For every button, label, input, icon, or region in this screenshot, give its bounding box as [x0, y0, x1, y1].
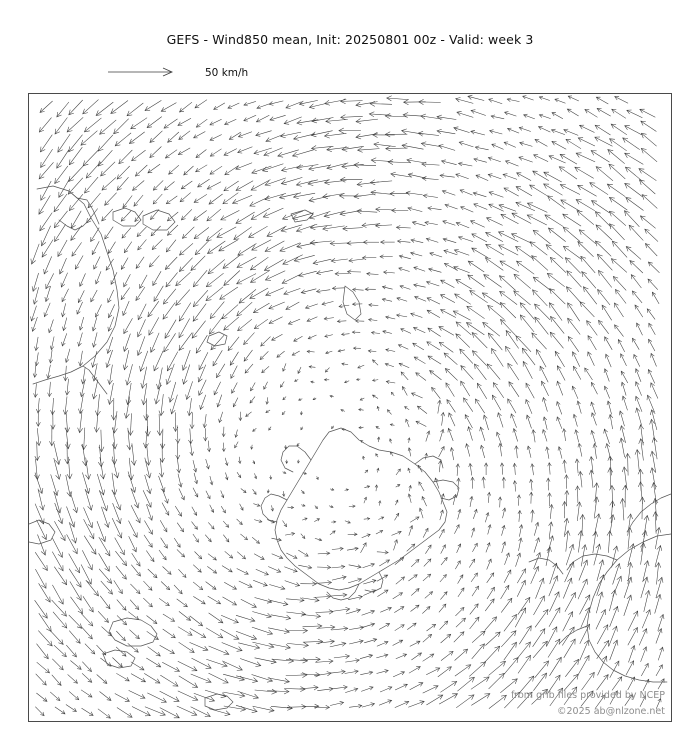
source-annotation: from grib files provided by NCEP	[510, 690, 665, 701]
chart-title: GEFS - Wind850 mean, Init: 20250801 00z - Valid: week 3	[166, 32, 534, 47]
map-plot-area[interactable]	[28, 93, 672, 722]
credit-annotation: ©2025 ab@nlzone.net	[557, 706, 665, 717]
legend-label: 50 km/h	[205, 67, 249, 79]
coastline-overlay	[29, 94, 671, 721]
legend	[60, 62, 360, 86]
